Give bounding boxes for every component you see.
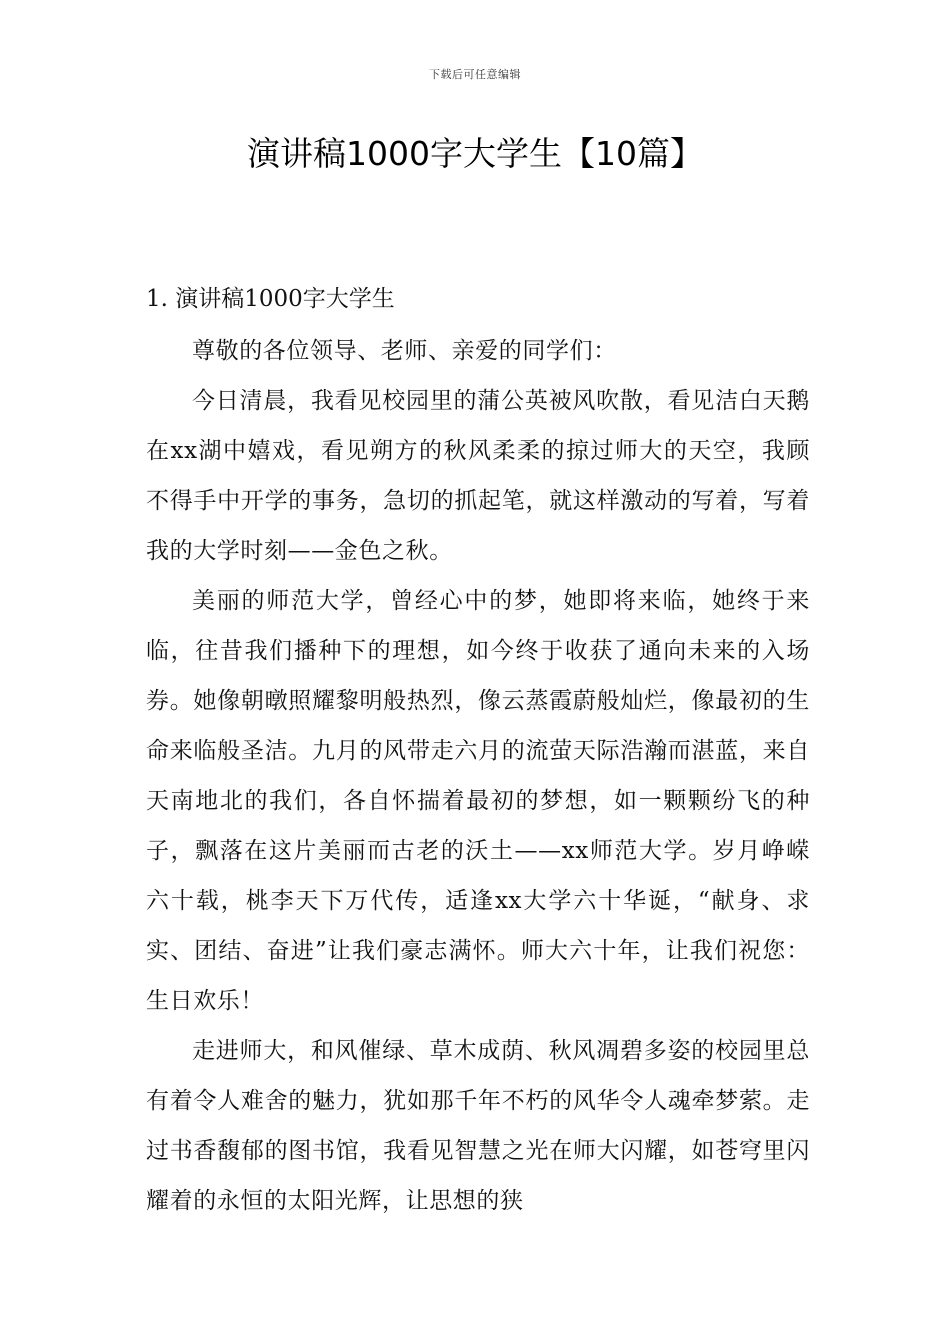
- document-title: 演讲稿1000字大学生【10篇】: [247, 134, 703, 173]
- section-heading: 1. 演讲稿1000字大学生: [146, 286, 395, 312]
- header-note: 下载后可任意编辑: [429, 68, 521, 81]
- paragraph: 走进师大，和风催绿、草木成荫、秋风凋碧多姿的校园里总有着令人难舍的魅力，犹如那千年不朽的风华令人魂牵梦萦。走过书香馥郁的图书馆，我看见智慧之光在师大闪耀，如苍穹里闪耀着的永恒的太阳光辉，让思想的狭: [146, 1038, 810, 1214]
- document-body: [146, 280, 810, 1226]
- paragraph-salutation: 尊敬的各位领导、老师、亲爱的同学们：: [192, 338, 617, 364]
- paragraph: 美丽的师范大学，曾经心中的梦，她即将来临，她终于来临，往昔我们播种下的理想，如今终于收获了通向未来的入场券。她像朝暾照耀黎明般热烈，像云蒸霞蔚般灿烂，像最初的生命来临般圣洁。九月的风带走六月的流萤天际浩瀚而湛蓝，来自天南地北的我们，各自怀揣着最初的梦想，如一颗颗纷飞的种子，飘落在这片美丽而古老的沃土——xx师范大学。岁月峥嵘六十载，桃李天下万代传，适逢xx大学六十华诞，“献身、求实、团结、奋进”让我们豪志满怀。师大六十年，让我们祝您：生日欢乐！: [146, 588, 810, 1014]
- paragraph: 今日清晨，我看见校园里的蒲公英被风吹散，看见洁白天鹅在xx湖中嬉戏，看见朔方的秋风柔柔的掠过师大的天空，我顾不得手中开学的事务，急切的抓起笔，就这样激动的写着，写着我的大学时刻——金色之秋。: [146, 388, 810, 564]
